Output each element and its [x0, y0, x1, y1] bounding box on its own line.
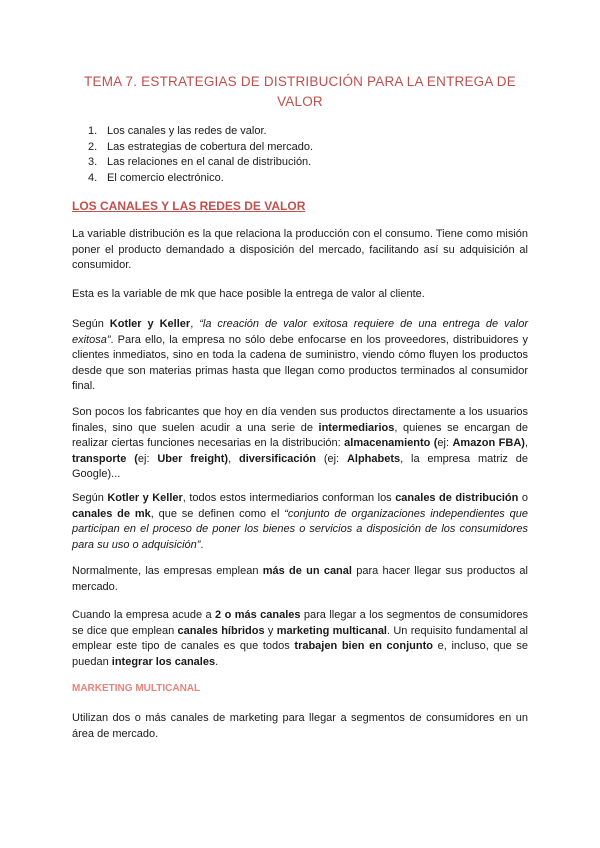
- paragraph-hybrid-channels: Cuando la empresa acude a 2 o más canales para llegar a los segmentos de consumidores se dice que emplean canales híbridos y marketing multicanal. Un requisito fundamental al emplear este tipo de canales es que todos trabajen bien en conjunto e, incluso, que se puedan integrar los canales.: [72, 609, 528, 668]
- paragraph-distribution-channels: Según Kotler y Keller, todos estos intermediarios conforman los canales de distribución o canales de mk, que se definen como el “conjunto de organizaciones independientes que participan en el proceso de poner los bienes o servicios a disposición de los consumidores para su uso o adquisición”.: [72, 492, 528, 551]
- toc-item: 3. Las relaciones en el canal de distribución.: [88, 156, 312, 168]
- paragraph-value-delivery: Esta es la variable de mk que hace posible la entrega de valor al cliente.: [72, 288, 425, 300]
- toc-item: 4. El comercio electrónico.: [88, 171, 224, 184]
- table-of-contents: [88, 124, 313, 186]
- paragraph-multiple-channels: Normalmente, las empresas emplean más de un canal para hacer llegar sus productos al mercado.: [72, 565, 528, 593]
- document-title: TEMA 7. ESTRATEGIAS DE DISTRIBUCIÓN PARA LA ENTREGA DE VALOR: [84, 74, 516, 109]
- paragraph-kotler-value: Según Kotler y Keller, “la creación de valor exitosa requiere de una entrega de valor exitosa”. Para ello, la empresa no sólo debe enfocarse en los proveedores, distribuidores y clientes inmediatos, sino en toda la cadena de suministro, viendo cómo fluyen los productos desde que son materias primas hasta que llegan como productos terminados al consumidor final.: [72, 318, 528, 392]
- toc-item: 1. Los canales y las redes de valor.: [88, 125, 267, 137]
- paragraph-multichannel-definition: Utilizan dos o más canales de marketing para llegar a segmentos de consumidores en un área de mercado.: [72, 712, 528, 740]
- paragraph-distribution-definition: La variable distribución es la que relaciona la producción con el consumo. Tiene como misión poner el producto demandado a disposición del mercado, facilitando así su adquisición al consumidor.: [72, 228, 528, 271]
- subheading-multichannel: MARKETING MULTICANAL: [72, 683, 201, 694]
- toc-item: 2. Las estrategias de cobertura del mercado.: [88, 140, 314, 153]
- section-heading: LOS CANALES Y LAS REDES DE VALOR: [72, 199, 306, 213]
- paragraph-intermediaries: Son pocos los fabricantes que hoy en día venden sus productos directamente a los usuarios finales, sino que suelen acudir a una serie de intermediarios, quienes se encargan de realizar ciertas funciones necesarias en la distribución: almacenamiento (ej: Amazon FBA), transporte (ej: Uber freight), diversificación (ej: Alphabets, la empresa matriz de Google)...: [72, 406, 528, 480]
